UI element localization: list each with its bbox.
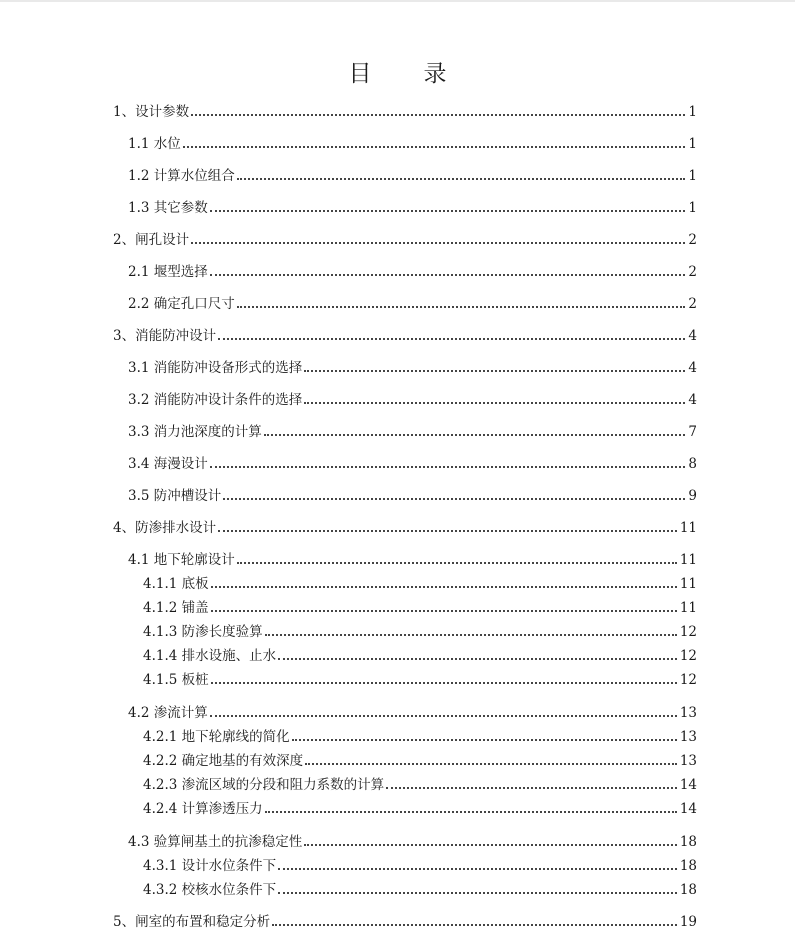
leader-dots bbox=[211, 682, 677, 684]
toc-entry-page: 11 bbox=[679, 600, 697, 616]
toc-entry-label: 4、防渗排水设计 bbox=[113, 520, 217, 536]
toc-entry-page: 9 bbox=[688, 488, 697, 504]
toc-entry-label: 4.2.2 确定地基的有效深度 bbox=[143, 753, 304, 769]
toc-entry[interactable] bbox=[128, 166, 697, 186]
toc-entry-page: 7 bbox=[688, 424, 697, 440]
leader-dots bbox=[210, 466, 685, 468]
toc-entry[interactable] bbox=[128, 134, 697, 154]
leader-dots bbox=[237, 562, 677, 564]
toc-entry[interactable] bbox=[113, 518, 697, 538]
toc-entry-label: 4.2.3 渗流区域的分段和阻力系数的计算 bbox=[143, 777, 385, 793]
toc-entry-page: 2 bbox=[688, 264, 697, 280]
toc-entry-page: 11 bbox=[679, 520, 697, 536]
toc-entry-page: 13 bbox=[679, 753, 697, 769]
leader-dots bbox=[292, 739, 677, 741]
toc-entry[interactable] bbox=[143, 727, 697, 747]
leader-dots bbox=[223, 498, 685, 500]
toc-entry-label: 4.3.1 设计水位条件下 bbox=[143, 858, 277, 874]
toc-entry-label: 3.1 消能防冲设备形式的选择 bbox=[128, 360, 303, 376]
toc-entry-page: 11 bbox=[679, 552, 697, 568]
toc-entry[interactable] bbox=[113, 230, 697, 250]
leader-dots bbox=[265, 634, 677, 636]
leader-dots bbox=[210, 274, 685, 276]
toc-entry-label: 4.2 渗流计算 bbox=[128, 705, 208, 721]
toc-entry-page: 1 bbox=[688, 136, 697, 152]
leader-dots bbox=[264, 434, 685, 436]
leader-dots bbox=[218, 530, 677, 532]
toc-entry-label: 4.1.3 防渗长度验算 bbox=[143, 624, 263, 640]
toc-entry-label: 3.5 防冲槽设计 bbox=[128, 488, 222, 504]
leader-dots bbox=[278, 868, 677, 870]
toc-entry-label: 2.1 堰型选择 bbox=[128, 264, 208, 280]
leader-dots bbox=[304, 402, 685, 404]
toc-entry[interactable] bbox=[128, 454, 697, 474]
leader-dots bbox=[272, 924, 677, 926]
toc-entry-page: 13 bbox=[679, 729, 697, 745]
toc-entry-page: 18 bbox=[679, 834, 697, 850]
leader-dots bbox=[304, 370, 685, 372]
title-char-1: 目 bbox=[348, 61, 372, 87]
leader-dots bbox=[237, 306, 685, 308]
toc-entry-label: 4.1.2 铺盖 bbox=[143, 600, 209, 616]
leader-dots bbox=[191, 114, 685, 116]
leader-dots bbox=[210, 210, 685, 212]
toc-entry-page: 12 bbox=[679, 648, 697, 664]
toc-entry-label: 4.3 验算闸基土的抗渗稳定性 bbox=[128, 834, 303, 850]
toc-entry[interactable] bbox=[143, 751, 697, 771]
leader-dots bbox=[211, 610, 677, 612]
toc-entry-label: 4.1.5 板桩 bbox=[143, 672, 209, 688]
leader-dots bbox=[265, 811, 677, 813]
toc-entry[interactable] bbox=[128, 832, 697, 852]
toc-entry-label: 4.1.1 底板 bbox=[143, 576, 209, 592]
leader-dots bbox=[278, 892, 677, 894]
leader-dots bbox=[210, 715, 677, 717]
leader-dots bbox=[237, 178, 685, 180]
toc-entry[interactable] bbox=[143, 880, 697, 900]
leader-dots bbox=[386, 787, 677, 789]
toc-entry-page: 8 bbox=[688, 456, 697, 472]
toc-entry-page: 19 bbox=[679, 914, 697, 930]
toc-entry[interactable] bbox=[128, 703, 697, 723]
toc-entry[interactable] bbox=[143, 670, 697, 690]
toc-entry-label: 3、消能防冲设计 bbox=[113, 328, 217, 344]
toc-entry-page: 11 bbox=[679, 576, 697, 592]
toc-entry-label: 2.2 确定孔口尺寸 bbox=[128, 296, 235, 312]
toc-entry-label: 2、闸孔设计 bbox=[113, 232, 190, 248]
leader-dots bbox=[304, 844, 677, 846]
toc-entry-label: 1.2 计算水位组合 bbox=[128, 168, 235, 184]
leader-dots bbox=[218, 338, 685, 340]
toc-entry[interactable] bbox=[128, 390, 697, 410]
toc-entry-label: 3.4 海漫设计 bbox=[128, 456, 208, 472]
toc-entry[interactable] bbox=[128, 294, 697, 314]
toc-entry-page: 14 bbox=[679, 777, 697, 793]
leader-dots bbox=[183, 146, 685, 148]
toc-entry-page: 4 bbox=[688, 392, 697, 408]
toc-entry-label: 3.2 消能防冲设计条件的选择 bbox=[128, 392, 303, 408]
toc-entry-label: 4.1 地下轮廓设计 bbox=[128, 552, 235, 568]
toc-entry[interactable] bbox=[143, 799, 697, 819]
toc-entry-page: 14 bbox=[679, 801, 697, 817]
title-char-2: 录 bbox=[423, 61, 447, 87]
toc-entry-label: 3.3 消力池深度的计算 bbox=[128, 424, 262, 440]
toc-entry[interactable] bbox=[113, 912, 697, 932]
leader-dots bbox=[211, 586, 677, 588]
toc-entry-label: 4.1.4 排水设施、止水 bbox=[143, 648, 277, 664]
toc-entry[interactable] bbox=[128, 486, 697, 506]
toc-entry-page: 13 bbox=[679, 705, 697, 721]
toc-entry-label: 1.3 其它参数 bbox=[128, 200, 208, 216]
toc-entry-label: 4.2.4 计算渗透压力 bbox=[143, 801, 263, 817]
toc-entry-page: 1 bbox=[688, 168, 697, 184]
toc-entry-page: 12 bbox=[679, 672, 697, 688]
toc-entry-page: 4 bbox=[688, 328, 697, 344]
toc-entry-label: 5、闸室的布置和稳定分析 bbox=[113, 914, 271, 930]
leader-dots bbox=[191, 242, 685, 244]
toc-entry[interactable] bbox=[143, 598, 697, 618]
toc-entry-page: 1 bbox=[688, 200, 697, 216]
toc-entry-page: 1 bbox=[688, 104, 697, 120]
toc-entry-page: 2 bbox=[688, 232, 697, 248]
leader-dots bbox=[305, 763, 677, 765]
toc-entry-page: 18 bbox=[679, 882, 697, 898]
toc-entry[interactable] bbox=[143, 574, 697, 594]
toc-entry-page: 4 bbox=[688, 360, 697, 376]
toc-entry-page: 18 bbox=[679, 858, 697, 874]
leader-dots bbox=[278, 658, 677, 660]
toc-entry[interactable] bbox=[143, 646, 697, 666]
toc-entry-page: 12 bbox=[679, 624, 697, 640]
toc-entry[interactable] bbox=[128, 422, 697, 442]
toc-entry[interactable] bbox=[128, 550, 697, 570]
toc-entry-label: 1.1 水位 bbox=[128, 136, 181, 152]
toc-entry-page: 2 bbox=[688, 296, 697, 312]
toc-entry-label: 4.2.1 地下轮廓线的简化 bbox=[143, 729, 290, 745]
toc-entry[interactable] bbox=[143, 775, 697, 795]
toc-entry[interactable] bbox=[143, 622, 697, 642]
toc-entry[interactable] bbox=[143, 856, 697, 876]
toc-entry[interactable] bbox=[128, 262, 697, 282]
toc-entry[interactable] bbox=[128, 358, 697, 378]
toc-entry[interactable] bbox=[113, 326, 697, 346]
toc-entry-label: 1、设计参数 bbox=[113, 104, 190, 120]
toc-entry[interactable] bbox=[113, 102, 697, 122]
toc-entry[interactable] bbox=[128, 198, 697, 218]
toc-entry-label: 4.3.2 校核水位条件下 bbox=[143, 882, 277, 898]
